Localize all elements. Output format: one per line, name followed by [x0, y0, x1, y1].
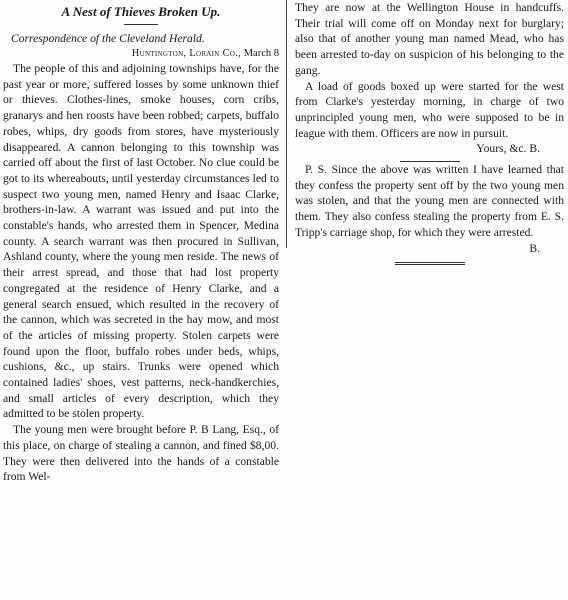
paragraph-2: The young men were brought before P. B Lang, Esq., of this place, on charge of stealing a cannon, and fined $8,00. They were then delivered into the hands of a constable from Wel- [3, 423, 279, 484]
headline-rule [124, 24, 158, 25]
end-rule [395, 262, 465, 265]
paragraph-4: A load of goods boxed up were started for the west from Clarke's yesterday morning, in charge of two unprincipled young men, who were supposed to be in league with them. Officers are now in pursuit. [295, 79, 564, 140]
dateline-date: March 8 [243, 48, 279, 59]
paragraph-1: The people of this and adjoining townships have, for the past year or more, suffered losses by some unknown thief or thieves. Clothes-lines, smoke houses, corn cribs, granarys and hen roosts have been robbed; carpets, buffalo robes, whips, dry goods from stores, have mysteriously disappeared. A cannon belonging to this township was carried off about the first of last October. No clue could be got to its whereabouts, until yesterday circumstances led to suspect two young men, named Henry and Isaac Clarke, brothers-in-law. A warrant was issued and put into the constable's hands, who arrested them in Spencer, Medina county. A search warrant was then procured in Sullivan, Ashland county, where the young men reside. The news of their arrest spread, and those that had lost property congregated at the residence of Henry Clarke, and a general search ensued, which resulted in the recovery of the cannon, which was secreted in the hay mow, and most of the articles of missing property. Stolen carpets were found upon the floor, buffalo robes under beds, whips, cushions, &c., up stairs. Trunks were opened which contained ladies' shoes, vest patterns, neck-handkerchies, and small articles of every description, which they admitted to be stolen property. [3, 62, 279, 421]
paragraph-3: They are now at the Wellington House in handcuffs. Their trial will come off on Monday next for burglary; also that of another young man named Mead, who has been arrested to-day on suspicion of his belonging to the gang. [295, 1, 564, 77]
left-column [3, 0, 279, 485]
dateline-place: Huntington, Lorain Co., [131, 48, 242, 59]
right-column [295, 0, 564, 265]
article-headline: A Nest of Thieves Broken Up. [61, 4, 221, 19]
column-divider [286, 0, 287, 248]
signoff-yours: Yours, &c. B. [476, 142, 540, 156]
dateline [3, 46, 279, 61]
paragraph-postscript: P. S. Since the above was written I have learned that they confess the property sent off by the two young men was stolen, and that the young men are connected with them. They also confess stealing the property from E. S. Tripp's carriage shop, for which they were arrested. [295, 163, 564, 239]
signoff-initial: B. [529, 241, 540, 255]
correspondence-line: Correspondence of the Cleveland Herald. [11, 32, 205, 45]
